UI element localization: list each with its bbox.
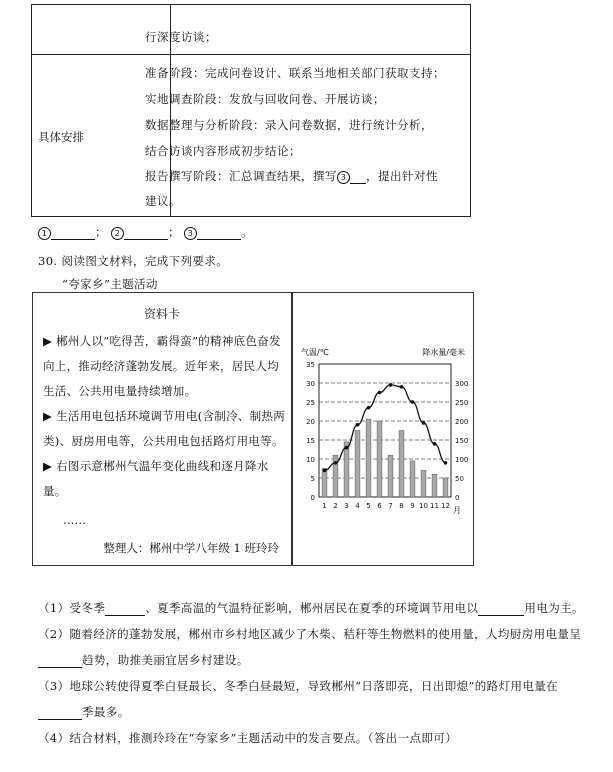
blank-marker-2: 2 [111, 227, 124, 240]
precip-bar [388, 455, 393, 497]
table-row-divider [32, 54, 470, 55]
right-tick-label: 0 [455, 494, 460, 502]
temperature-point [334, 461, 338, 465]
question-1 [38, 600, 584, 616]
left-tick-label: 5 [310, 475, 315, 483]
right-tick-label: 100 [455, 456, 469, 464]
left-tick-label: 35 [306, 361, 315, 369]
resource-card [32, 292, 292, 566]
precip-bar [399, 431, 404, 498]
separator: ； [167, 225, 180, 239]
q1-blank-1[interactable] [105, 603, 145, 616]
climate-chart-frame [292, 292, 474, 566]
table-line-1: 准备阶段：完成问卷设计、联系当地相关部门获取支持； [145, 66, 445, 80]
right-axis-label: 降水量/毫米 [422, 348, 465, 357]
right-tick-label: 300 [455, 380, 469, 388]
climate-chart [293, 293, 473, 565]
x-tick-label: 3 [344, 502, 349, 510]
precip-bar [377, 421, 382, 497]
temperature-point [356, 423, 360, 427]
plot-area [319, 364, 451, 497]
right-tick-label: 250 [455, 399, 469, 407]
precip-bar [344, 442, 349, 497]
temperature-point [323, 469, 327, 473]
x-tick-label: 9 [410, 502, 415, 510]
blank-marker-1: 1 [38, 227, 51, 240]
question-4: （4）结合材料，推测玲玲在“夸家乡”主题活动中的发言要点。（答出一点即可） [38, 731, 458, 745]
q1-text-b: 、夏季高温的气温特征影响，郴州居民在夏季的环境调节用电以 [145, 601, 479, 615]
right-tick-label: 150 [455, 437, 469, 445]
temperature-point [433, 442, 437, 446]
left-tick-label: 10 [306, 456, 315, 464]
temperature-point [444, 461, 448, 465]
q1-text-a: （1）受冬季 [38, 601, 106, 615]
precip-bar [410, 461, 415, 497]
question-3-line-1: （3）地球公转使得夏季白昼最长、冬季白昼最短，导致郴州“日落即亮，日出即熄”的路灯用电量在 [38, 679, 559, 693]
q1-blank-2[interactable] [478, 603, 524, 616]
answer-blanks-line [38, 224, 253, 240]
question-30-title: 30. 阅读图文材料，完成下列要求。 [38, 254, 229, 268]
table-line-5 [145, 168, 438, 184]
precip-bar [432, 474, 437, 497]
right-tick-label: 50 [455, 475, 464, 483]
question-3-line-2 [38, 704, 130, 720]
x-tick-label: 4 [355, 502, 360, 510]
temperature-point [378, 391, 382, 395]
report-prefix: 报告撰写阶段：汇总调查结果，撰写 [145, 169, 337, 183]
right-tick-label: 200 [455, 418, 469, 426]
precip-bar [421, 470, 426, 497]
blank-marker-3b: 3 [184, 227, 197, 240]
plan-table [31, 4, 471, 217]
precip-bar [443, 478, 448, 497]
question-2-line-1: （2）随着经济的蓬勃发展，郴州市乡村地区减少了木柴、秸秆等生物燃料的使用量，人均厨房用电量呈 [38, 627, 582, 641]
report-suffix: ，提出针对性 [366, 169, 438, 183]
table-line-2: 实地调查阶段：发放与回收问卷、开展访谈； [145, 92, 385, 106]
card-paragraph-2: ▶ 生活用电包括环境调节用电(含制冷、制热两类)、厨房用电等，公共用电包括路灯用电等。 [43, 409, 286, 448]
precip-bar [366, 419, 371, 497]
temperature-point [367, 406, 371, 410]
x-tick-label: 1 [322, 502, 327, 510]
left-axis-label: 气温/℃ [301, 348, 329, 357]
temperature-point [400, 385, 404, 389]
answer-blank-3[interactable] [197, 227, 241, 240]
q2-blank[interactable] [38, 655, 82, 668]
left-tick-label: 25 [306, 399, 315, 407]
activity-title: “夸家乡”主题活动 [62, 277, 158, 291]
card-paragraph-3: ▶ 右图示意郴州气温年变化曲线和逐月降水量。 [43, 459, 269, 498]
question-2-line-2 [38, 652, 249, 668]
x-tick-label: 7 [388, 502, 393, 510]
x-axis-unit: 月 [453, 506, 461, 515]
separator: ； [95, 225, 107, 239]
temperature-point [345, 446, 349, 450]
card-ellipsis: …… [63, 513, 86, 527]
q2-text-b: 趋势，助推美丽宜居乡村建设。 [82, 653, 249, 667]
blank-3-inline[interactable] [350, 171, 366, 184]
blank-marker-3: 3 [337, 171, 350, 184]
q3-blank[interactable] [38, 707, 82, 720]
precip-bar [322, 469, 327, 498]
x-tick-label: 6 [377, 502, 382, 510]
left-tick-label: 15 [306, 437, 315, 445]
table-line-4: 结合访谈内容形成初步结论； [145, 144, 301, 158]
temperature-point [422, 421, 426, 425]
left-tick-label: 20 [306, 418, 315, 426]
card-author: 整理人：郴州中学八年级 1 班玲玲 [103, 541, 279, 555]
table-row2-label: 具体安排 [38, 130, 84, 144]
answer-blank-1[interactable] [51, 227, 95, 240]
card-title: 资料卡 [143, 307, 180, 321]
x-tick-label: 11 [430, 502, 439, 510]
period: 。 [240, 225, 253, 239]
x-tick-label: 8 [399, 502, 404, 510]
card-paragraph-1: ▶ 郴州人以“吃得苦，霸得蛮”的精神底色奋发向上，推动经济蓬勃发展。近年来，居民人均生活、公共用电量持续增加。 [43, 334, 281, 398]
temperature-point [411, 400, 415, 404]
temperature-point [389, 383, 393, 387]
x-tick-label: 12 [441, 502, 450, 510]
x-tick-label: 2 [333, 502, 338, 510]
precip-bar [355, 431, 360, 498]
table-line-3: 数据整理与分析阶段：录入问卷数据，进行统计分析， [145, 118, 433, 132]
temperature-curve [325, 385, 446, 471]
table-line-6: 建议。 [145, 194, 181, 208]
q3-text-b: 季最多。 [82, 705, 130, 719]
table-row1-content: 行深度访谈； [145, 30, 217, 44]
x-tick-label: 5 [366, 502, 371, 510]
x-tick-label: 10 [419, 502, 428, 510]
answer-blank-2[interactable] [124, 227, 168, 240]
left-tick-label: 30 [306, 380, 315, 388]
left-tick-label: 0 [310, 494, 315, 502]
q1-text-c: 用电为主。 [524, 601, 584, 615]
